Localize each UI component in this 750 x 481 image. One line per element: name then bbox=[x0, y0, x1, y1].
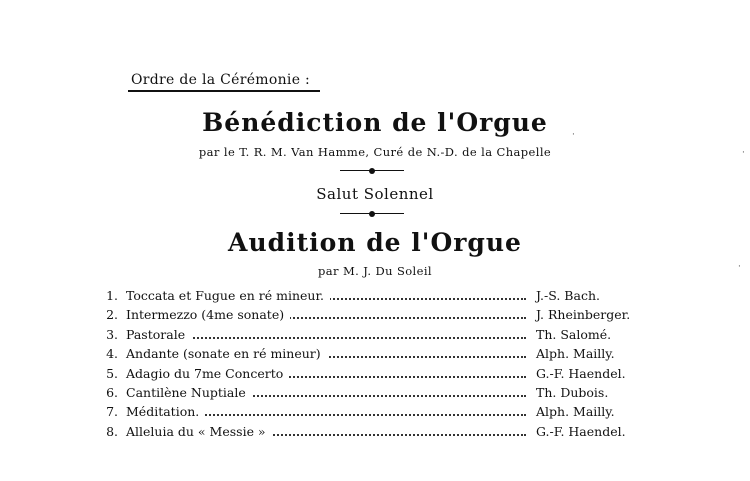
item-piece: Toccata et Fugue en ré mineur. bbox=[126, 288, 330, 303]
paper-speck: · bbox=[742, 148, 745, 158]
program-item bbox=[96, 404, 656, 423]
item-number: 6. bbox=[106, 384, 118, 400]
item-number: 5. bbox=[106, 365, 118, 381]
item-number: 4. bbox=[106, 346, 118, 362]
item-number: 3. bbox=[106, 326, 118, 342]
item-composer: Alph. Mailly. bbox=[536, 404, 615, 420]
item-composer: J.-S. Bach. bbox=[536, 288, 600, 303]
item-piece: Pastorale bbox=[126, 327, 191, 342]
program-item bbox=[96, 346, 656, 365]
item-piece: Andante (sonate en ré mineur) bbox=[126, 346, 327, 361]
program-item bbox=[96, 327, 656, 346]
program-item bbox=[96, 307, 656, 326]
program-item bbox=[96, 385, 656, 404]
divider-ornament bbox=[340, 211, 404, 217]
title-benediction: Bénédiction de l'Orgue bbox=[202, 108, 548, 137]
item-number: 2. bbox=[106, 307, 118, 323]
paper-speck: · bbox=[572, 130, 575, 140]
program-item bbox=[96, 424, 656, 443]
paper-speck: · bbox=[738, 262, 741, 272]
item-composer: Alph. Mailly. bbox=[536, 346, 615, 362]
program-item bbox=[96, 288, 656, 307]
divider-ornament bbox=[340, 168, 404, 174]
subtitle-benediction: par le T. R. M. Van Hamme, Curé de N.-D. de la Chapelle bbox=[198, 145, 552, 159]
item-piece: Intermezzo (4me sonate) bbox=[126, 307, 290, 322]
title-audition: Audition de l'Orgue bbox=[228, 228, 522, 257]
title-salut: Salut Solennel bbox=[316, 185, 434, 203]
program-item bbox=[96, 366, 656, 385]
program-list bbox=[96, 288, 656, 443]
item-piece: Méditation. bbox=[126, 404, 205, 419]
item-piece: Cantilène Nuptiale bbox=[126, 385, 252, 400]
item-composer: G.-F. Haendel. bbox=[536, 365, 626, 381]
item-number: 7. bbox=[106, 404, 118, 420]
item-composer: Th. Dubois. bbox=[536, 384, 609, 400]
item-number: 8. bbox=[106, 423, 118, 439]
item-composer: G.-F. Haendel. bbox=[536, 423, 626, 439]
item-piece: Adagio du 7me Concerto bbox=[126, 366, 289, 381]
section-heading: Ordre de la Cérémonie : bbox=[131, 72, 311, 88]
item-composer: Th. Salomé. bbox=[536, 326, 612, 342]
item-composer: J. Rheinberger. bbox=[536, 307, 631, 323]
section-heading-underline bbox=[128, 90, 320, 92]
item-number: 1. bbox=[106, 288, 118, 303]
subtitle-audition: par M. J. Du Soleil bbox=[317, 264, 432, 278]
item-piece: Alleluia du « Messie » bbox=[126, 424, 272, 439]
